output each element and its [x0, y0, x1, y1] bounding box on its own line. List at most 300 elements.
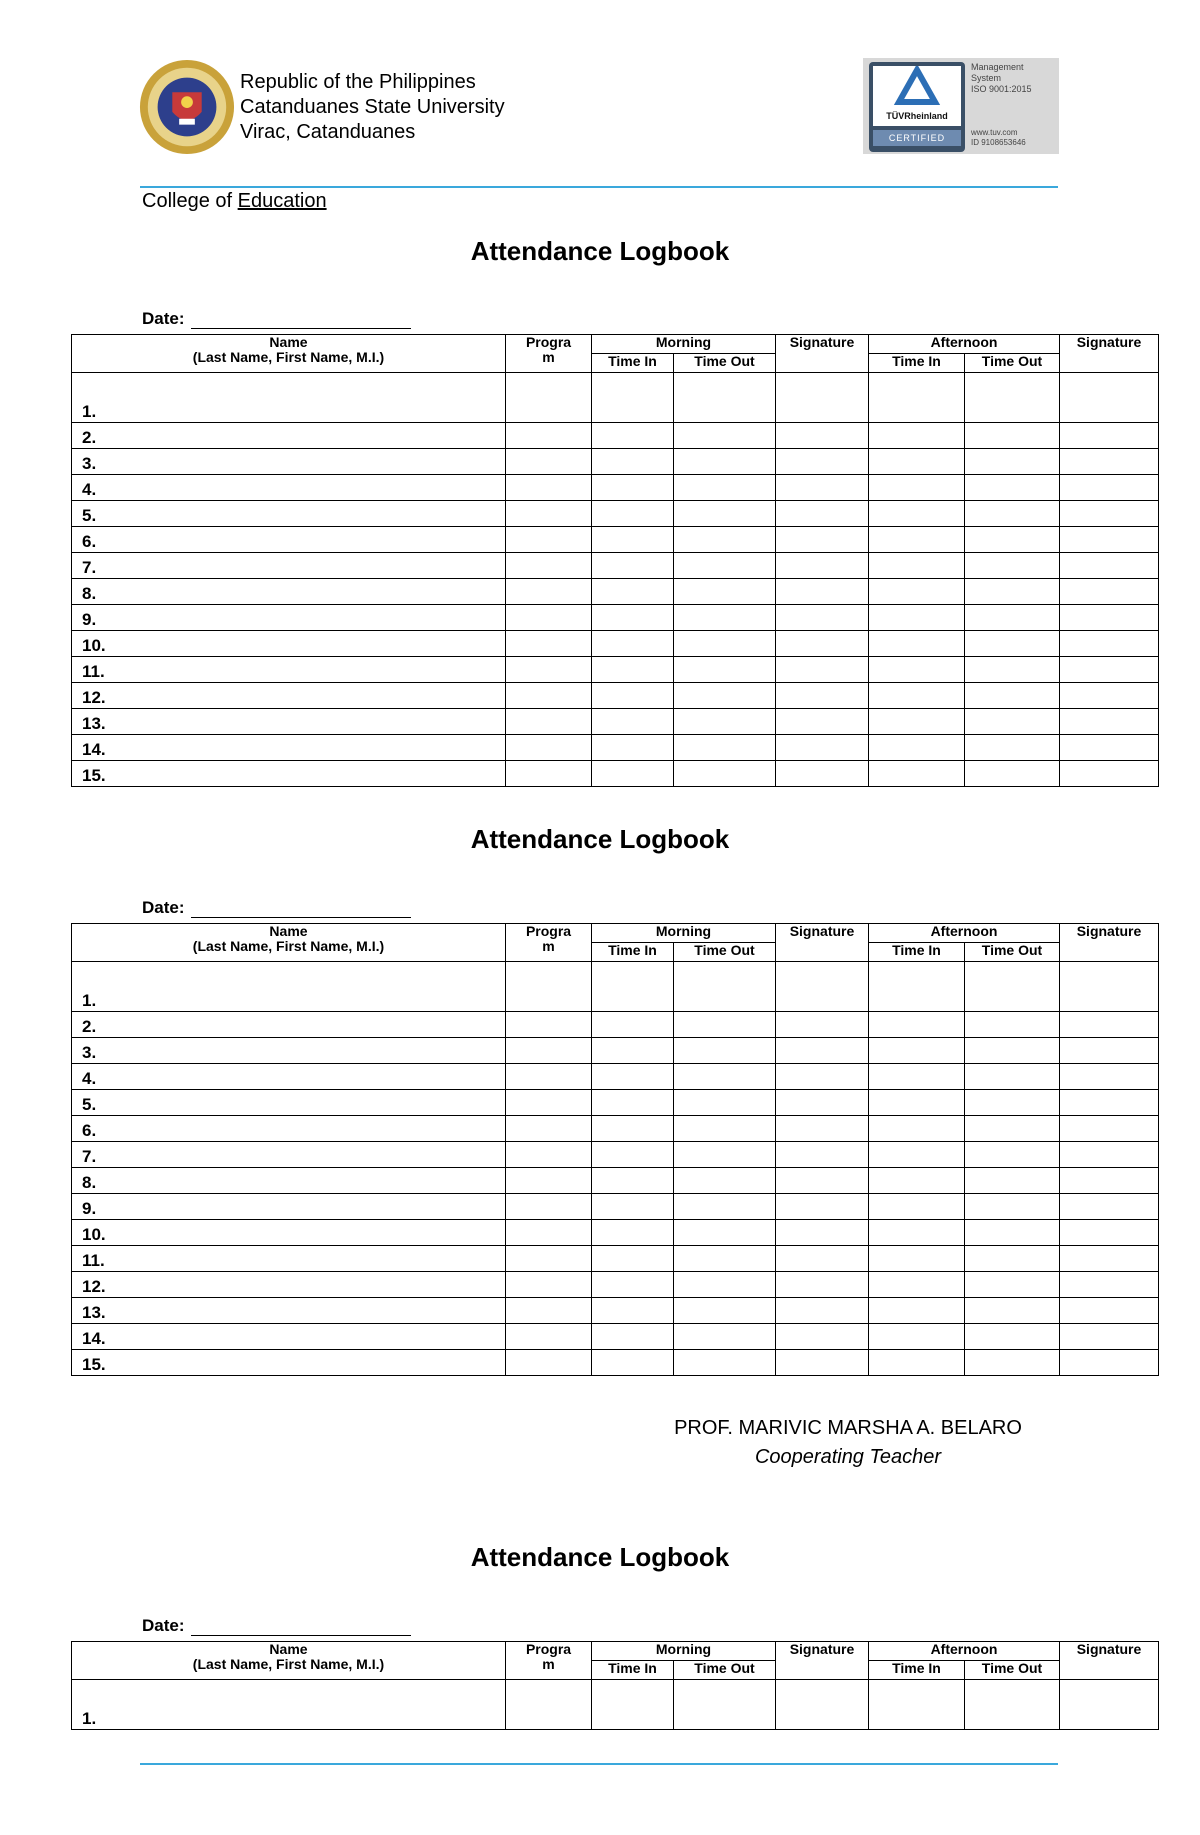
entry-cell[interactable] — [1060, 1090, 1159, 1116]
entry-cell[interactable] — [869, 1194, 965, 1220]
entry-cell[interactable] — [592, 1168, 674, 1194]
entry-cell[interactable] — [592, 475, 674, 501]
entry-cell[interactable] — [1060, 579, 1159, 605]
entry-cell[interactable] — [592, 1064, 674, 1090]
address-line: Virac, Catanduanes — [240, 121, 416, 143]
entry-cell[interactable] — [506, 631, 592, 657]
row-number[interactable]: 5. — [72, 501, 506, 527]
entry-cell[interactable] — [1060, 501, 1159, 527]
table-row — [72, 423, 1159, 449]
row-number[interactable]: 9. — [72, 605, 506, 631]
entry-cell[interactable] — [1060, 373, 1159, 423]
certification-logo — [863, 58, 1059, 154]
entry-cell[interactable] — [674, 605, 776, 631]
col-signature-header: Signature — [1060, 335, 1159, 373]
entry-cell[interactable] — [1060, 449, 1159, 475]
row-number[interactable]: 1. — [72, 1680, 506, 1730]
entry-cell[interactable] — [965, 501, 1060, 527]
entry-cell[interactable] — [506, 1064, 592, 1090]
entry-cell[interactable] — [1060, 605, 1159, 631]
entry-cell[interactable] — [965, 1142, 1060, 1168]
entry-cell[interactable] — [776, 1090, 869, 1116]
entry-cell[interactable] — [965, 1680, 1060, 1730]
entry-cell[interactable] — [674, 449, 776, 475]
col-time-out-header: Time Out — [965, 354, 1060, 373]
entry-cell[interactable] — [869, 501, 965, 527]
entry-cell[interactable] — [592, 1220, 674, 1246]
entry-cell[interactable] — [592, 423, 674, 449]
entry-cell[interactable] — [869, 657, 965, 683]
entry-cell[interactable] — [869, 1324, 965, 1350]
table-row — [72, 1324, 1159, 1350]
row-number[interactable]: 1. — [72, 962, 506, 1012]
entry-cell[interactable] — [965, 962, 1060, 1012]
table-row — [72, 1038, 1159, 1064]
entry-cell[interactable] — [776, 605, 869, 631]
col-time-in-header: Time In — [592, 354, 674, 373]
row-number[interactable]: 13. — [72, 1298, 506, 1324]
entry-cell[interactable] — [506, 962, 592, 1012]
entry-cell[interactable] — [869, 553, 965, 579]
entry-cell[interactable] — [776, 683, 869, 709]
table-row — [72, 1194, 1159, 1220]
entry-cell[interactable] — [674, 1298, 776, 1324]
entry-cell[interactable] — [506, 605, 592, 631]
entry-cell[interactable] — [592, 709, 674, 735]
entry-cell[interactable] — [592, 605, 674, 631]
entry-cell[interactable] — [592, 1680, 674, 1730]
col-time-in-header: Time In — [869, 1661, 965, 1680]
entry-cell[interactable] — [869, 1038, 965, 1064]
entry-cell[interactable] — [776, 631, 869, 657]
entry-cell[interactable] — [776, 1064, 869, 1090]
entry-cell[interactable] — [506, 501, 592, 527]
entry-cell[interactable] — [965, 1272, 1060, 1298]
entry-cell[interactable] — [592, 683, 674, 709]
col-afternoon-header: Afternoon — [869, 335, 1060, 354]
col-program-header: Progra m — [506, 1642, 592, 1680]
entry-cell[interactable] — [506, 1246, 592, 1272]
table-row — [72, 1116, 1159, 1142]
entry-cell[interactable] — [592, 1090, 674, 1116]
entry-cell[interactable] — [965, 1324, 1060, 1350]
entry-cell[interactable] — [506, 553, 592, 579]
signatory — [620, 1414, 1076, 1472]
entry-cell[interactable] — [869, 423, 965, 449]
entry-cell[interactable] — [506, 1090, 592, 1116]
entry-cell[interactable] — [506, 1324, 592, 1350]
entry-cell[interactable] — [506, 709, 592, 735]
row-number[interactable]: 2. — [72, 1012, 506, 1038]
entry-cell[interactable] — [965, 1246, 1060, 1272]
entry-cell[interactable] — [869, 1298, 965, 1324]
entry-cell[interactable] — [506, 527, 592, 553]
entry-cell[interactable] — [776, 657, 869, 683]
row-number[interactable]: 13. — [72, 709, 506, 735]
row-number[interactable]: 3. — [72, 1038, 506, 1064]
entry-cell[interactable] — [592, 1038, 674, 1064]
row-number[interactable]: 10. — [72, 631, 506, 657]
entry-cell[interactable] — [1060, 1272, 1159, 1298]
entry-cell[interactable] — [674, 527, 776, 553]
entry-cell[interactable] — [776, 579, 869, 605]
entry-cell[interactable] — [869, 605, 965, 631]
entry-cell[interactable] — [592, 527, 674, 553]
entry-cell[interactable] — [506, 1680, 592, 1730]
entry-cell[interactable] — [869, 683, 965, 709]
entry-cell[interactable] — [592, 553, 674, 579]
col-morning-header: Morning — [592, 1642, 776, 1661]
entry-cell[interactable] — [506, 1220, 592, 1246]
entry-cell[interactable] — [674, 1116, 776, 1142]
date-blank[interactable] — [191, 310, 411, 329]
entry-cell[interactable] — [869, 761, 965, 787]
entry-cell[interactable] — [674, 1324, 776, 1350]
entry-cell[interactable] — [674, 1220, 776, 1246]
entry-cell[interactable] — [674, 683, 776, 709]
row-number[interactable]: 7. — [72, 553, 506, 579]
entry-cell[interactable] — [869, 962, 965, 1012]
entry-cell[interactable] — [965, 1116, 1060, 1142]
entry-cell[interactable] — [592, 1272, 674, 1298]
entry-cell[interactable] — [776, 1272, 869, 1298]
entry-cell[interactable] — [674, 579, 776, 605]
entry-cell[interactable] — [965, 1168, 1060, 1194]
entry-cell[interactable] — [1060, 1168, 1159, 1194]
entry-cell[interactable] — [965, 1038, 1060, 1064]
table-row — [72, 1246, 1159, 1272]
entry-cell[interactable] — [1060, 553, 1159, 579]
row-number[interactable]: 6. — [72, 1116, 506, 1142]
row-number[interactable]: 7. — [72, 1142, 506, 1168]
entry-cell[interactable] — [776, 475, 869, 501]
entry-cell[interactable] — [776, 761, 869, 787]
entry-cell[interactable] — [869, 449, 965, 475]
entry-cell[interactable] — [965, 373, 1060, 423]
col-program-header: Progra m — [506, 924, 592, 962]
entry-cell[interactable] — [965, 1194, 1060, 1220]
entry-cell[interactable] — [592, 373, 674, 423]
entry-cell[interactable] — [869, 1680, 965, 1730]
row-number[interactable]: 5. — [72, 1090, 506, 1116]
entry-cell[interactable] — [674, 1272, 776, 1298]
entry-cell[interactable] — [869, 1350, 965, 1376]
address-line: Republic of the Philippines — [240, 71, 476, 93]
entry-cell[interactable] — [506, 683, 592, 709]
entry-cell[interactable] — [965, 1298, 1060, 1324]
entry-cell[interactable] — [592, 1298, 674, 1324]
table-row — [72, 1220, 1159, 1246]
entry-cell[interactable] — [592, 1324, 674, 1350]
entry-cell[interactable] — [776, 501, 869, 527]
entry-cell[interactable] — [869, 373, 965, 423]
entry-cell[interactable] — [674, 1194, 776, 1220]
col-time-out-header: Time Out — [965, 1661, 1060, 1680]
header-divider — [140, 186, 1058, 188]
entry-cell[interactable] — [592, 1246, 674, 1272]
entry-cell[interactable] — [965, 1012, 1060, 1038]
entry-cell[interactable] — [674, 553, 776, 579]
entry-cell[interactable] — [674, 373, 776, 423]
entry-cell[interactable] — [592, 761, 674, 787]
table-row — [72, 1168, 1159, 1194]
row-number[interactable]: 4. — [72, 475, 506, 501]
row-number[interactable]: 11. — [72, 1246, 506, 1272]
entry-cell[interactable] — [592, 1194, 674, 1220]
entry-cell[interactable] — [776, 1324, 869, 1350]
entry-cell[interactable] — [776, 1680, 869, 1730]
entry-cell[interactable] — [1060, 1220, 1159, 1246]
entry-cell[interactable] — [592, 1116, 674, 1142]
entry-cell[interactable] — [965, 1220, 1060, 1246]
entry-cell[interactable] — [506, 1194, 592, 1220]
entry-cell[interactable] — [1060, 1012, 1159, 1038]
entry-cell[interactable] — [869, 527, 965, 553]
entry-cell[interactable] — [776, 1246, 869, 1272]
entry-cell[interactable] — [1060, 1038, 1159, 1064]
entry-cell[interactable] — [965, 1350, 1060, 1376]
entry-cell[interactable] — [674, 1038, 776, 1064]
entry-cell[interactable] — [674, 1246, 776, 1272]
row-number[interactable]: 6. — [72, 527, 506, 553]
entry-cell[interactable] — [965, 527, 1060, 553]
entry-cell[interactable] — [506, 1350, 592, 1376]
management-system-text: Management System ISO 9001:2015 — [971, 62, 1032, 94]
entry-cell[interactable] — [869, 709, 965, 735]
entry-cell[interactable] — [674, 709, 776, 735]
col-time-in-header: Time In — [592, 1661, 674, 1680]
entry-cell[interactable] — [776, 373, 869, 423]
entry-cell[interactable] — [1060, 1194, 1159, 1220]
college-name: College of Education — [142, 190, 327, 212]
entry-cell[interactable] — [1060, 657, 1159, 683]
entry-cell[interactable] — [965, 475, 1060, 501]
entry-cell[interactable] — [592, 1350, 674, 1376]
entry-cell[interactable] — [776, 527, 869, 553]
table-row — [72, 735, 1159, 761]
row-number[interactable]: 10. — [72, 1220, 506, 1246]
entry-cell[interactable] — [592, 657, 674, 683]
entry-cell[interactable] — [1060, 1246, 1159, 1272]
entry-cell[interactable] — [506, 1298, 592, 1324]
entry-cell[interactable] — [776, 1038, 869, 1064]
entry-cell[interactable] — [965, 683, 1060, 709]
row-number[interactable]: 4. — [72, 1064, 506, 1090]
table-row — [72, 605, 1159, 631]
entry-cell[interactable] — [592, 501, 674, 527]
entry-cell[interactable] — [506, 579, 592, 605]
letterhead — [138, 58, 1058, 158]
table-row — [72, 1142, 1159, 1168]
entry-cell[interactable] — [674, 761, 776, 787]
entry-cell[interactable] — [1060, 735, 1159, 761]
entry-cell[interactable] — [1060, 709, 1159, 735]
entry-cell[interactable] — [965, 709, 1060, 735]
entry-cell[interactable] — [965, 423, 1060, 449]
date-blank[interactable] — [191, 899, 411, 918]
entry-cell[interactable] — [1060, 1680, 1159, 1730]
entry-cell[interactable] — [965, 1064, 1060, 1090]
entry-cell[interactable] — [776, 1142, 869, 1168]
entry-cell[interactable] — [1060, 962, 1159, 1012]
entry-cell[interactable] — [965, 735, 1060, 761]
col-afternoon-header: Afternoon — [869, 1642, 1060, 1661]
entry-cell[interactable] — [965, 449, 1060, 475]
entry-cell[interactable] — [776, 423, 869, 449]
entry-cell[interactable] — [1060, 423, 1159, 449]
entry-cell[interactable] — [965, 657, 1060, 683]
entry-cell[interactable] — [776, 553, 869, 579]
entry-cell[interactable] — [674, 501, 776, 527]
entry-cell[interactable] — [592, 735, 674, 761]
date-blank[interactable] — [191, 1617, 411, 1636]
entry-cell[interactable] — [776, 1220, 869, 1246]
entry-cell[interactable] — [776, 1350, 869, 1376]
entry-cell[interactable] — [506, 1038, 592, 1064]
row-number[interactable]: 15. — [72, 761, 506, 787]
entry-cell[interactable] — [506, 735, 592, 761]
table-row — [72, 1298, 1159, 1324]
entry-cell[interactable] — [506, 1142, 592, 1168]
entry-cell[interactable] — [869, 631, 965, 657]
row-number[interactable]: 8. — [72, 1168, 506, 1194]
col-name-header: Name (Last Name, First Name, M.I.) — [72, 335, 506, 373]
entry-cell[interactable] — [674, 1350, 776, 1376]
entry-cell[interactable] — [506, 1012, 592, 1038]
entry-cell[interactable] — [506, 761, 592, 787]
entry-cell[interactable] — [1060, 683, 1159, 709]
row-number[interactable]: 14. — [72, 1324, 506, 1350]
entry-cell[interactable] — [506, 657, 592, 683]
entry-cell[interactable] — [869, 1142, 965, 1168]
entry-cell[interactable] — [506, 1116, 592, 1142]
entry-cell[interactable] — [506, 1168, 592, 1194]
entry-cell[interactable] — [1060, 1350, 1159, 1376]
entry-cell[interactable] — [776, 1194, 869, 1220]
table-row — [72, 527, 1159, 553]
entry-cell[interactable] — [869, 475, 965, 501]
entry-cell[interactable] — [506, 475, 592, 501]
row-number[interactable]: 14. — [72, 735, 506, 761]
entry-cell[interactable] — [506, 1272, 592, 1298]
entry-cell[interactable] — [674, 1064, 776, 1090]
entry-cell[interactable] — [869, 1012, 965, 1038]
row-number[interactable]: 2. — [72, 423, 506, 449]
entry-cell[interactable] — [776, 1116, 869, 1142]
entry-cell[interactable] — [674, 1012, 776, 1038]
entry-cell[interactable] — [869, 1064, 965, 1090]
entry-cell[interactable] — [674, 735, 776, 761]
row-number[interactable]: 1. — [72, 373, 506, 423]
entry-cell[interactable] — [592, 631, 674, 657]
table-row — [72, 373, 1159, 423]
entry-cell[interactable] — [674, 1090, 776, 1116]
entry-cell[interactable] — [965, 605, 1060, 631]
entry-cell[interactable] — [592, 1142, 674, 1168]
entry-cell[interactable] — [506, 423, 592, 449]
col-morning-header: Morning — [592, 924, 776, 943]
attendance-table — [71, 334, 1159, 787]
entry-cell[interactable] — [592, 962, 674, 1012]
row-number[interactable]: 11. — [72, 657, 506, 683]
tuv-brand: TÜVRheinland — [886, 111, 948, 121]
entry-cell[interactable] — [776, 449, 869, 475]
entry-cell[interactable] — [869, 1220, 965, 1246]
entry-cell[interactable] — [506, 373, 592, 423]
entry-cell[interactable] — [592, 449, 674, 475]
entry-cell[interactable] — [965, 579, 1060, 605]
row-number[interactable]: 15. — [72, 1350, 506, 1376]
entry-cell[interactable] — [869, 735, 965, 761]
entry-cell[interactable] — [1060, 1116, 1159, 1142]
row-number[interactable]: 12. — [72, 683, 506, 709]
entry-cell[interactable] — [869, 1090, 965, 1116]
institution-address — [240, 70, 505, 145]
entry-cell[interactable] — [776, 735, 869, 761]
table-row — [72, 449, 1159, 475]
entry-cell[interactable] — [674, 1168, 776, 1194]
entry-cell[interactable] — [674, 475, 776, 501]
entry-cell[interactable] — [776, 1298, 869, 1324]
entry-cell[interactable] — [1060, 631, 1159, 657]
table-row — [72, 475, 1159, 501]
footer-divider — [140, 1763, 1058, 1765]
entry-cell[interactable] — [869, 1116, 965, 1142]
entry-cell[interactable] — [1060, 1324, 1159, 1350]
row-number[interactable]: 3. — [72, 449, 506, 475]
entry-cell[interactable] — [776, 1012, 869, 1038]
entry-cell[interactable] — [1060, 475, 1159, 501]
row-number[interactable]: 8. — [72, 579, 506, 605]
entry-cell[interactable] — [965, 1090, 1060, 1116]
entry-cell[interactable] — [1060, 1064, 1159, 1090]
col-name-header: Name (Last Name, First Name, M.I.) — [72, 1642, 506, 1680]
signatory-name: PROF. MARIVIC MARSHA A. BELARO — [674, 1417, 1022, 1439]
entry-cell[interactable] — [674, 631, 776, 657]
col-name-header: Name (Last Name, First Name, M.I.) — [72, 924, 506, 962]
entry-cell[interactable] — [776, 962, 869, 1012]
entry-cell[interactable] — [674, 1142, 776, 1168]
entry-cell[interactable] — [869, 1246, 965, 1272]
entry-cell[interactable] — [674, 1680, 776, 1730]
entry-cell[interactable] — [776, 709, 869, 735]
entry-cell[interactable] — [869, 1272, 965, 1298]
col-signature-header: Signature — [776, 335, 869, 373]
entry-cell[interactable] — [1060, 1298, 1159, 1324]
entry-cell[interactable] — [965, 631, 1060, 657]
entry-cell[interactable] — [592, 579, 674, 605]
entry-cell[interactable] — [674, 962, 776, 1012]
entry-cell[interactable] — [674, 423, 776, 449]
entry-cell[interactable] — [965, 553, 1060, 579]
entry-cell[interactable] — [506, 449, 592, 475]
entry-cell[interactable] — [674, 657, 776, 683]
entry-cell[interactable] — [1060, 527, 1159, 553]
entry-cell[interactable] — [965, 761, 1060, 787]
entry-cell[interactable] — [869, 579, 965, 605]
entry-cell[interactable] — [869, 1168, 965, 1194]
entry-cell[interactable] — [1060, 761, 1159, 787]
signatory-role: Cooperating Teacher — [754, 1446, 942, 1468]
entry-cell[interactable] — [776, 1168, 869, 1194]
entry-cell[interactable] — [1060, 1142, 1159, 1168]
row-number[interactable]: 12. — [72, 1272, 506, 1298]
entry-cell[interactable] — [592, 1012, 674, 1038]
row-number[interactable]: 9. — [72, 1194, 506, 1220]
col-signature-header: Signature — [776, 1642, 869, 1680]
col-morning-header: Morning — [592, 335, 776, 354]
col-time-in-header: Time In — [869, 943, 965, 962]
